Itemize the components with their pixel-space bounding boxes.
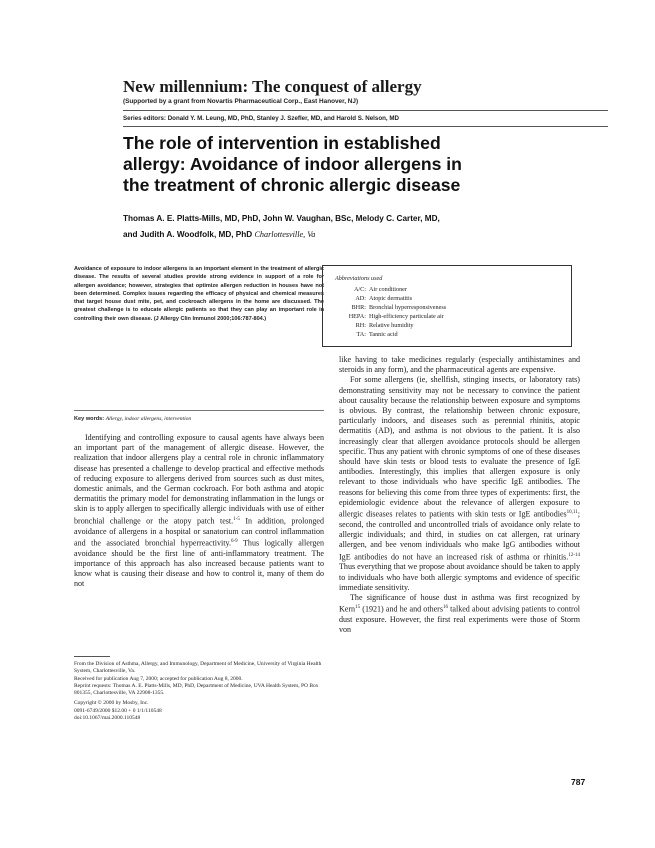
author-location: Charlottesville, Va: [254, 229, 316, 239]
author-list: [123, 211, 563, 242]
title-line: the treatment of chronic allergic disease: [123, 175, 461, 195]
header-rule-top: [123, 110, 608, 111]
footnote-copyright: Copyright © 2000 by Mosby, Inc.: [74, 700, 149, 707]
series-title: New millennium: The conquest of allergy: [123, 77, 422, 96]
title-line: The role of intervention in established: [123, 133, 441, 153]
abbreviation-value: Air conditioner: [369, 286, 407, 293]
abbreviation-key: A/C:: [353, 286, 366, 293]
body-text: Identifying and controlling exposure to causal agents have always been an important part of the management of allergic disease. However, the realization that indoor allergens play a central role in chronic inflammatory disease has presented a challenge to develop practical and effective methods of reducing exposure to allergens derived from sources such as dust mites, domestic animals, and the German cockroach. For both asthma and atopic dermatitis the primary model for demonstrating inflammation in the lungs or skin is to apply allergen to specifically allergic individuals with use of either bronchial challenge or the atopy patch test.: [74, 433, 324, 526]
body-column-right: [339, 355, 580, 815]
body-text: The significance of house dust in asthma was first recognized by Kern: [339, 593, 580, 614]
abbreviation-value: Atopic dermatitis: [369, 295, 413, 302]
abbreviation-value: Relative humidity: [369, 322, 414, 329]
article-title: [123, 133, 593, 196]
abbreviation-row: [335, 295, 565, 303]
reference-marker: 12-14: [568, 552, 580, 558]
authors-line-2: [123, 227, 563, 243]
header-rule-bottom: [123, 126, 608, 127]
reference-marker: 16: [442, 605, 448, 611]
page-number: 787: [571, 777, 586, 787]
authors-line-1: Thomas A. E. Platts-Mills, MD, PhD, John W. Vaughan, BSc, Melody C. Carter, MD,: [123, 214, 440, 223]
abbreviation-value: Bronchial hyperresponsiveness: [369, 304, 447, 311]
abbreviation-key: HEPA:: [348, 313, 366, 320]
keywords-list: Allergy, indoor allergens, intervention: [105, 416, 192, 422]
abbreviation-key: RH:: [355, 322, 366, 329]
support-note: (Supported by a grant from Novartis Pharmaceutical Corp., East Hanover, NJ): [123, 98, 359, 105]
body-text: (1921) and he and others: [360, 604, 443, 614]
footnote-issn: 0091-6749/2000 $12.00 + 0 1/1/110548: [74, 707, 162, 714]
reference-marker: 15: [355, 605, 361, 611]
footnotes: [74, 661, 324, 722]
reference-marker: 1-5: [233, 516, 240, 522]
abbreviations-box: [322, 265, 572, 347]
body-paragraph: [339, 375, 580, 593]
body-text: In addition, prolonged avoidance of allergens in a hospital or sanatorium can control inflammation and the associated bronchial hyperreactivity.: [74, 516, 324, 548]
body-text: ; second, the controlled and uncontrolled trials of avoidance only relate to allergic individuals; and third, in studies on cat allergen, rat urinary allergen, and bee venom individuals who make IgG antibodies without IgE antibodies do not have an increased risk of asthma or rhinitis.: [339, 509, 580, 562]
abbreviation-key: AD:: [355, 295, 366, 302]
body-paragraph: [339, 355, 580, 375]
body-paragraph: [339, 593, 580, 635]
authors-names: and Judith A. Woodfolk, MD, PhD: [123, 229, 253, 239]
footnote-reprints: Reprint requests: Thomas A. E. Platts-Mills, MD, PhD, Department of Medicine, UVA Health System, PO Box 801355, Charlottesville, VA 22908-1355.: [74, 682, 319, 697]
abbreviation-row: [335, 286, 565, 294]
body-text: Thus everything that we propose about avoidance should be taken to apply to individuals who have both allergic symptoms and evidence of specific immediate sensitivity.: [339, 562, 580, 592]
abstract: Avoidance of exposure to indoor allergens is an important element in the treatment of allergic disease. The results of several studies provide strong evidence in support of a role for allergen avoidance; however, strategies that optimize allergen reduction in houses have not been determined. Complex issues regarding the efficacy of physical and chemical measures that target house dust mite, pet, and cockroach allergens in the home are discussed. The greatest challenge is to educate allergic patients so that they can play an important role in controlling their own disease. (J Allergy Clin Immunol 2000;106:787-804.): [74, 266, 324, 322]
footnote-affiliation: From the Division of Asthma, Allergy, and Immunology, Department of Medicine, University of Virginia Health System, Charlottesville, Va.: [74, 661, 322, 675]
reference-marker: 6-9: [231, 538, 238, 544]
abbreviation-row: [335, 313, 565, 321]
body-text: Thus logically allergen avoidance should be the first line of anti-inflammatory treatment. The importance of this approach has also increased because patients want to know what is causing their disease and how to control it, many of them do not: [74, 538, 324, 589]
abbreviation-row: [335, 322, 565, 330]
keywords-rule: [74, 410, 324, 411]
abbreviations-heading: Abbreviations used: [335, 275, 383, 282]
abbreviation-key: TA:: [356, 331, 366, 338]
footnote-doi: doi:10.1067/mai.2000.110548: [74, 715, 141, 722]
abbreviation-row: [335, 331, 565, 339]
body-text: talked about advising patients to control dust exposure. However, the first real experiments were those of Storm von: [339, 604, 580, 635]
abbreviation-value: High-efficiency particulate air: [369, 313, 444, 320]
footnote-rule: [74, 656, 110, 657]
body-text: For some allergens (ie, shellfish, stinging insects, or laboratory rats) demonstrating sensitivity may not be necessary to convince the patient about causality because the relationship between exposure and symptoms is obvious. By contrast, the relationship between chronic exposure, particularly indoors, and diseases such as perennial rhinitis, atopic dermatitis (AD), and asthma is not obvious to the patient. It is also increasingly clear that allergen avoidance protocols should be allergen specific. Thus any patient with chronic symptoms of one of these diseases should have skin tests or blood tests to evaluate the presence of IgE antibodies. Interestingly, this implies that allergen exposure is only relevant to those individuals who have specific IgE antibodies. The reasons for believing this come from three types of experiments: first, the epidemiologic evidence about the relevance of allergen exposure to allergic diseases relates to patients with skin tests or IgE antibodies: [339, 375, 580, 519]
abbreviation-value: Tannic acid: [369, 331, 398, 338]
footnote-received: Received for publication Aug 7, 2000; accepted for publication Aug 8, 2000.: [74, 675, 243, 682]
keywords: [74, 416, 324, 422]
abbreviation-key: BHR:: [351, 304, 366, 311]
series-editors: Series editors: Donald Y. M. Leung, MD, PhD, Stanley J. Szefler, MD, and Harold S. Nelson, MD: [123, 115, 399, 122]
body-text: like having to take medicines regularly (especially antihistamines and steroids in any form), and the pharmaceutical agents are expensive.: [339, 355, 580, 375]
reference-marker: 10,11: [566, 510, 578, 516]
body-column-left: [74, 433, 324, 683]
abbreviation-row: [335, 304, 565, 312]
keywords-label: Key words:: [74, 416, 105, 422]
title-line: allergy: Avoidance of indoor allergens in: [123, 154, 462, 174]
body-paragraph: [74, 433, 324, 589]
